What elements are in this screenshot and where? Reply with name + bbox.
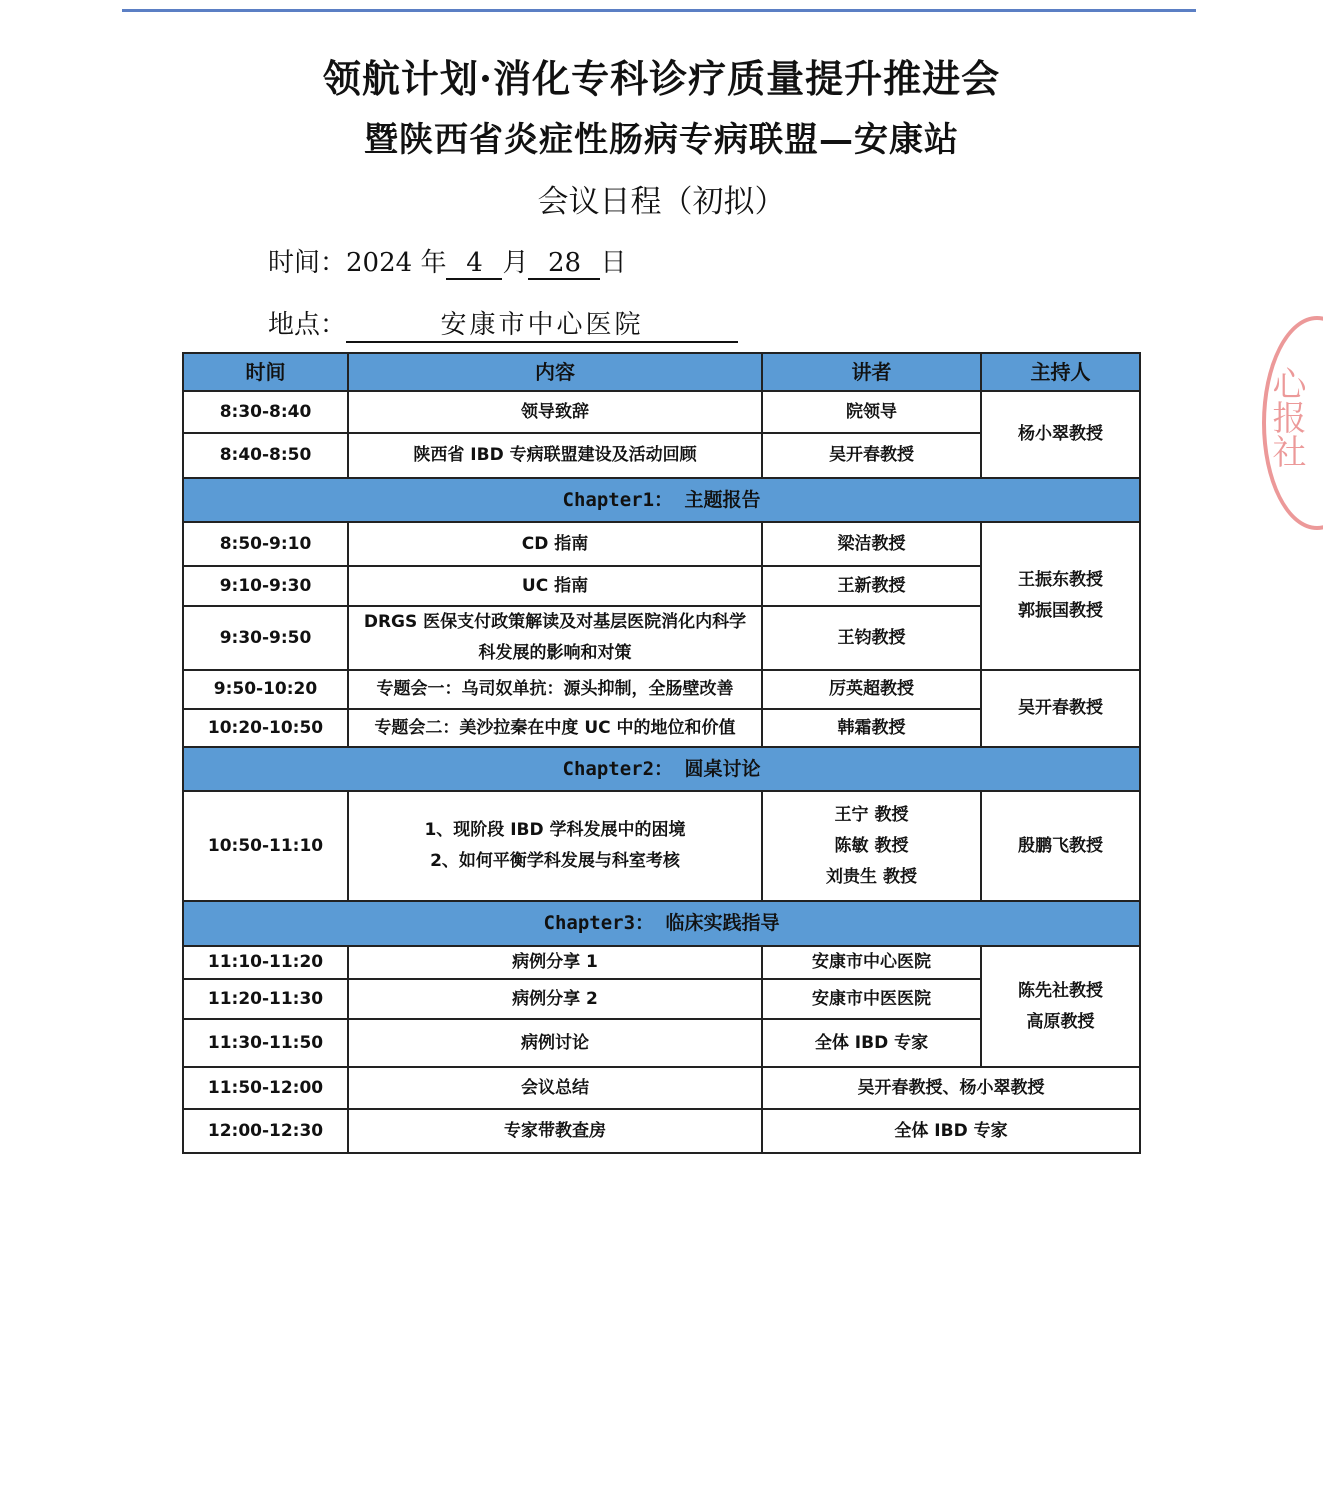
- content-line: DRGS 医保支付政策解读及对基层医院消化内科学: [363, 612, 747, 632]
- speaker-name: 刘贵生 教授: [826, 866, 917, 887]
- speaker-name: 王宁 教授: [834, 804, 909, 825]
- content-cell: 会议总结: [348, 1067, 762, 1109]
- date-day: 28: [528, 248, 600, 280]
- date-year-suffix: 年: [420, 248, 447, 278]
- chapter-row: [183, 747, 1140, 791]
- host-name: 郭振国教授: [1018, 601, 1103, 621]
- table-row: [183, 791, 1140, 901]
- table-row: [183, 1109, 1140, 1153]
- time-cell: 8:40-8:50: [183, 433, 348, 478]
- time-cell: 11:50-12:00: [183, 1067, 348, 1109]
- time-cell: 11:10-11:20: [183, 946, 348, 979]
- agenda-heading: 会议日程（初拟）: [537, 184, 786, 220]
- table-header-row: [183, 353, 1140, 391]
- speaker-cell: 厉英超教授: [762, 670, 981, 709]
- content-cell: CD 指南: [348, 522, 762, 566]
- content-line: 科发展的影响和对策: [478, 643, 632, 663]
- host-name: 王振东教授: [1018, 570, 1103, 590]
- time-cell: 8:50-9:10: [183, 522, 348, 566]
- content-line: 2、如何平衡学科发展与科室考核: [430, 851, 680, 871]
- time-cell: 12:00-12:30: [183, 1109, 348, 1153]
- header-time: 时间: [183, 353, 348, 391]
- date-month: 4: [446, 248, 502, 280]
- time-cell: 11:20-11:30: [183, 979, 348, 1019]
- speaker-cell: 梁洁教授: [762, 522, 981, 566]
- date-year: 2024: [346, 248, 413, 278]
- chapter-1-title: Chapter1： 主题报告: [183, 478, 1140, 522]
- content-cell: 专题会一：乌司奴单抗：源头抑制，全肠壁改善: [348, 670, 762, 709]
- host-cell: [981, 522, 1140, 670]
- seal-text: 心报社: [1266, 366, 1306, 468]
- table-row: [183, 946, 1140, 979]
- host-cell: 殷鹏飞教授: [981, 791, 1140, 901]
- content-cell: 领导致辞: [348, 391, 762, 433]
- time-cell: 9:30-9:50: [183, 606, 348, 670]
- speaker-cell: 院领导: [762, 391, 981, 433]
- page-subtitle: 暨陕西省炎症性肠病专病联盟—安康站: [364, 120, 959, 160]
- date-label: 时间：: [268, 248, 347, 278]
- speaker-name: 陈敏 教授: [834, 835, 909, 856]
- time-cell: 9:50-10:20: [183, 670, 348, 709]
- table-row: [183, 1067, 1140, 1109]
- place-value: 安康市中心医院: [346, 304, 738, 343]
- place-label: 地点：: [268, 310, 347, 340]
- content-cell: 陕西省 IBD 专病联盟建设及活动回顾: [348, 433, 762, 478]
- speaker-cell: [762, 791, 981, 901]
- place-line: [268, 304, 738, 343]
- table-row: [183, 391, 1140, 433]
- content-line: 1、现阶段 IBD 学科发展中的困境: [424, 820, 686, 840]
- time-cell: 10:50-11:10: [183, 791, 348, 901]
- content-cell: 病例分享 2: [348, 979, 762, 1019]
- host-cell: [981, 946, 1140, 1067]
- content-cell: 病例讨论: [348, 1019, 762, 1067]
- page-title: 领航计划·消化专科诊疗质量提升推进会: [322, 56, 1001, 101]
- chapter-2-title: Chapter2： 圆桌讨论: [183, 747, 1140, 791]
- table-row: [183, 522, 1140, 566]
- speaker-cell: 吴开春教授: [762, 433, 981, 478]
- host-cell: 吴开春教授: [981, 670, 1140, 747]
- content-cell: UC 指南: [348, 566, 762, 606]
- content-cell: 专家带教查房: [348, 1109, 762, 1153]
- time-cell: 8:30-8:40: [183, 391, 348, 433]
- speaker-cell: 王钧教授: [762, 606, 981, 670]
- content-cell: [348, 791, 762, 901]
- speaker-cell: 安康市中心医院: [762, 946, 981, 979]
- agenda-table: [182, 352, 1141, 1154]
- date-day-suffix: 日: [600, 248, 627, 278]
- time-cell: 10:20-10:50: [183, 709, 348, 747]
- content-cell: 专题会二：美沙拉秦在中度 UC 中的地位和价值: [348, 709, 762, 747]
- table-row: [183, 670, 1140, 709]
- host-cell: 杨小翠教授: [981, 391, 1140, 478]
- speaker-cell: 安康市中医医院: [762, 979, 981, 1019]
- header-speaker: 讲者: [762, 353, 981, 391]
- header-content: 内容: [348, 353, 762, 391]
- speaker-cell: 韩霜教授: [762, 709, 981, 747]
- header-host: 主持人: [981, 353, 1140, 391]
- host-name: 陈先社教授: [1018, 980, 1103, 1001]
- chapter-row: [183, 901, 1140, 946]
- chapter-3-title: Chapter3： 临床实践指导: [183, 901, 1140, 946]
- top-divider: [122, 9, 1196, 12]
- content-cell: 病例分享 1: [348, 946, 762, 979]
- date-month-suffix: 月: [502, 248, 529, 278]
- speaker-cell: 全体 IBD 专家: [762, 1019, 981, 1067]
- speaker-cell: 吴开春教授、杨小翠教授: [762, 1067, 1140, 1109]
- time-cell: 9:10-9:30: [183, 566, 348, 606]
- content-cell: [348, 606, 762, 670]
- date-line: [268, 242, 627, 280]
- chapter-row: [183, 478, 1140, 522]
- host-name: 高原教授: [1026, 1011, 1095, 1032]
- speaker-cell: 全体 IBD 专家: [762, 1109, 1140, 1153]
- speaker-cell: 王新教授: [762, 566, 981, 606]
- time-cell: 11:30-11:50: [183, 1019, 348, 1067]
